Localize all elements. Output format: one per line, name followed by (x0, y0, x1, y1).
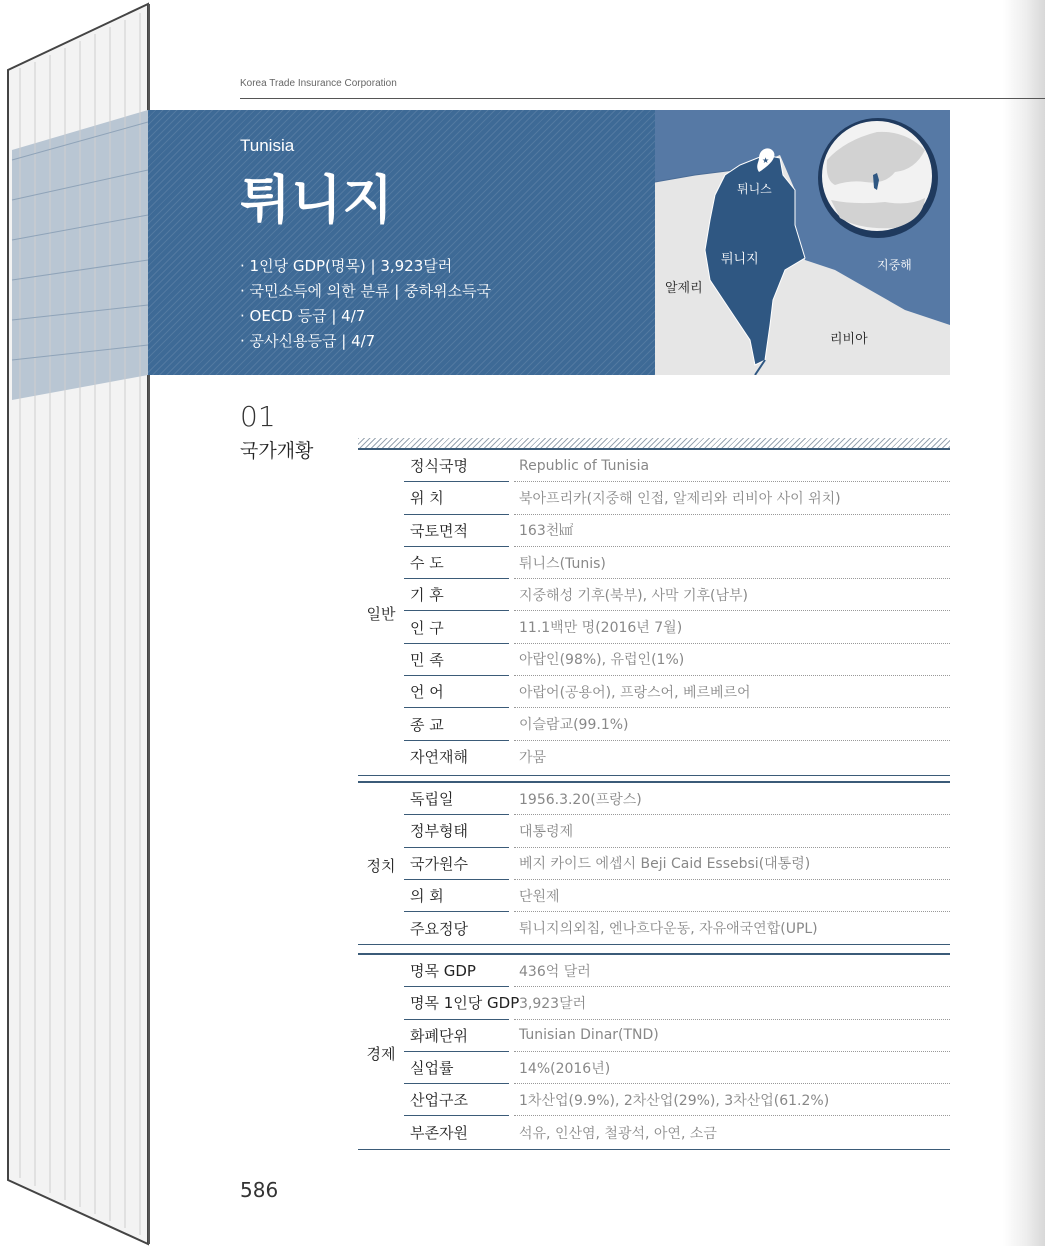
row-key: 화폐단위 (404, 1020, 509, 1052)
row-key: 국가원수 (404, 848, 509, 880)
page-edge-shadow (1003, 0, 1045, 1246)
table-row (404, 955, 950, 987)
row-value: 163천㎢ (514, 515, 950, 547)
table-row (404, 1084, 950, 1116)
row-value: 11.1백만 명(2016년 7월) (514, 612, 950, 644)
row-value: 아랍어(공용어), 프랑스어, 베르베르어 (514, 676, 950, 708)
row-value: 튀니지의외침, 엔나흐다운동, 자유애국연합(UPL) (519, 921, 818, 938)
row-value: 이슬람교(99.1%) (514, 708, 950, 740)
country-name-english: Tunisia (240, 136, 295, 155)
fact-credit-grade: · 공사신용등급 | 4/7 (240, 332, 376, 350)
row-key: 인 구 (404, 612, 509, 644)
fact-gdp-per-capita: · 1인당 GDP(명목) | 3,923달러 (240, 257, 453, 275)
row-key: 민 족 (404, 644, 509, 676)
table-group-general (358, 448, 950, 779)
row-value: 14%(2016년) (514, 1052, 950, 1084)
map-label-sea: 지중해 (877, 258, 912, 272)
table-group-politics (358, 781, 950, 946)
row-value: 튀니스(Tunis) (514, 547, 950, 579)
fact-income-class: · 국민소득에 의한 분류 | 중하위소득국 (240, 282, 492, 300)
group-bottom-rule (358, 1149, 950, 1150)
section-title: 국가개황 (240, 440, 314, 462)
row-value: Republic of Tunisia (514, 450, 950, 482)
table-top-hatch (358, 438, 950, 448)
row-value: 1차산업(9.9%), 2차산업(29%), 3차산업(61.2%) (514, 1084, 950, 1116)
table-row (404, 912, 950, 944)
country-name-korean: 튀니지 (240, 171, 394, 231)
row-value: 베지 카이드 에셉시 Beji Caid Essebsi(대통령) (514, 848, 950, 880)
row-value: 단원제 (514, 880, 950, 912)
table-row (404, 987, 950, 1019)
row-key: 명목 GDP (404, 955, 509, 987)
table-row (404, 515, 950, 547)
key-facts-list (240, 254, 491, 354)
row-key: 수 도 (404, 547, 509, 579)
header-rule (240, 98, 1045, 99)
row-key: 주요정당 (410, 919, 468, 938)
group-label: 일반 (366, 605, 396, 623)
row-key: 의 회 (404, 880, 509, 912)
row-value: 1956.3.20(프랑스) (514, 783, 950, 815)
row-key: 정식국명 (404, 450, 509, 482)
row-value: 436억 달러 (514, 955, 950, 987)
table-row (404, 579, 950, 611)
map-label-libya: 리비아 (830, 332, 868, 347)
table-row (404, 880, 950, 912)
table-row (404, 815, 950, 847)
row-key: 국토면적 (404, 515, 509, 547)
row-value: 아랍인(98%), 유럽인(1%) (514, 644, 950, 676)
map-label-algeria: 알제리 (665, 281, 703, 296)
table-row (404, 1052, 950, 1084)
row-key: 산업구조 (404, 1084, 509, 1116)
book-page-stack (0, 0, 150, 1246)
row-key: 언 어 (404, 676, 509, 708)
tunisia-map (655, 110, 950, 375)
map-label-country: 튀니지 (721, 252, 759, 267)
svg-text:★: ★ (762, 156, 770, 165)
row-key: 자연재해 (410, 748, 468, 767)
table-row (404, 708, 950, 740)
table-row (404, 848, 950, 880)
section-number: 01 (240, 400, 276, 433)
table-row (404, 1020, 950, 1052)
row-value: 석유, 인산염, 철광석, 아연, 소금 (519, 1125, 717, 1142)
table-group-economy (358, 953, 950, 1151)
location-map (655, 110, 950, 375)
table-row (404, 547, 950, 579)
table-row (404, 676, 950, 708)
table-row (404, 612, 950, 644)
row-value: 대통령제 (514, 815, 950, 847)
row-value: 3,923달러 (514, 987, 950, 1019)
row-key: 정부형태 (404, 815, 509, 847)
row-key: 독립일 (404, 783, 509, 815)
map-label-capital: 튀니스 (737, 182, 772, 196)
row-value: Tunisian Dinar(TND) (514, 1020, 950, 1052)
table-row (404, 1117, 950, 1149)
page-number: 586 (240, 1178, 279, 1202)
row-value: 지중해성 기후(북부), 사막 기후(남부) (514, 579, 950, 611)
group-bottom-rule (358, 775, 950, 776)
table-row (404, 783, 950, 815)
group-label: 정치 (366, 857, 396, 875)
fact-oecd-grade: · OECD 등급 | 4/7 (240, 307, 366, 325)
row-key: 위 치 (404, 482, 509, 514)
table-row (404, 482, 950, 514)
table-row (404, 741, 950, 773)
group-label: 경제 (366, 1045, 396, 1063)
row-key: 명목 1인당 GDP (404, 987, 509, 1019)
row-key: 부존자원 (410, 1124, 468, 1143)
row-key: 실업률 (404, 1052, 509, 1084)
page-stack-illustration (0, 0, 150, 1246)
running-head: Korea Trade Insurance Corporation (240, 78, 397, 89)
row-value: 북아프리카(지중해 인접, 알제리와 리비아 사이 위치) (514, 482, 950, 514)
row-key: 종 교 (404, 708, 509, 740)
row-key: 기 후 (404, 579, 509, 611)
table-row (404, 450, 950, 482)
row-value: 가뭄 (519, 749, 547, 766)
table-row (404, 644, 950, 676)
group-bottom-rule (358, 944, 950, 945)
